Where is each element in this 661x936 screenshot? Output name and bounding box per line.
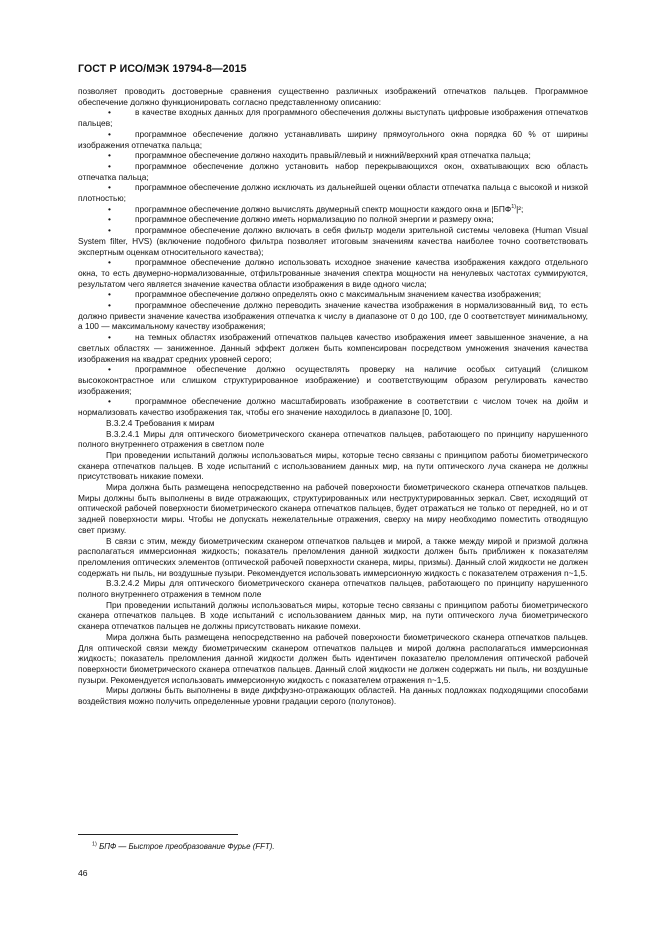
- bullet-item: [78, 107, 588, 128]
- paragraph: [78, 86, 588, 107]
- paragraph-text: Мира должна быть размещена непосредственно на рабочей поверхности биометрического сканера отпечатков пальцев. Миры должны быть выполнены в виде отражающих, структурированных или неструктурированных зеркал. Свет, исходящий от оптической рабочей поверхности биометрического сканера отпечатков пальцев, будет отражаться не только от передней, но и от задней поверхности миры. Чтобы не допускать нежелательные отражения, сверху на миру необходимо поместить отводящую свет призму.: [78, 482, 588, 535]
- paragraph-text: программное обеспечение должно установить набор перекрывающихся окон, охватывающих всю область отпечатка пальца;: [78, 160, 588, 182]
- paragraph-text: программное обеспечение должно определять окно с максимальным значением качества изображения;: [135, 289, 542, 300]
- paragraph-text: Мира должна быть размещена непосредственно на рабочей поверхности биометрического сканера отпечатков пальцев. Для оптической связи между биометрическим сканером отпечатков пальцев и мирой должна располагаться иммерсионная жидкость; показатель преломления данной жидкости должен быть идентичен показателю преломления оптической рабочей поверхности биометрического сканера отпечатков пальцев. Данный слой жидкости не должен содержать ни пыль, ни воздушные пузыри. Рекомендуется использовать иммерсионную жидкость с показателем отражения n~1,5.: [78, 631, 588, 685]
- bullet-icon: •: [108, 257, 111, 268]
- page-number: 46: [78, 868, 88, 878]
- paragraph-text: В.3.2.4.2 Миры для оптического биометрического сканера отпечатков пальцев, работающего по принципу нарушенного полного внутреннего отражения в темном поле: [78, 578, 588, 600]
- paragraph-text: программное обеспечение должно иметь нормализацию по полной энергии и размеру окна;: [135, 214, 494, 225]
- bullet-item: [78, 225, 588, 257]
- bullet-item: [78, 364, 588, 396]
- bullet-item: [78, 150, 588, 161]
- bullet-item: [78, 214, 588, 225]
- bullet-icon: •: [108, 150, 111, 161]
- paragraph-text: программное обеспечение должно включать в себя фильтр модели зрительной системы человека (Human Visual System filter, HVS) (включение подобного фильтра позволяет итоговым значениям качества наиболее точно соответствовать экспертным оценкам относительного качества);: [78, 225, 588, 257]
- bullet-icon: •: [108, 203, 111, 214]
- document-body: [78, 86, 588, 707]
- footnote-text: БПФ — Быстрое преобразование Фурье (FFT).: [99, 842, 275, 851]
- bullet-icon: •: [108, 364, 111, 375]
- paragraph-text: программное обеспечение должно исключать из дальнейшей оценки области отпечатка пальца с высокой и низкой плотностью;: [78, 182, 588, 204]
- bullet-item: [78, 182, 588, 203]
- bullet-icon: •: [108, 128, 111, 139]
- bullet-icon: •: [108, 107, 111, 118]
- footnote-reference: 1): [511, 203, 517, 210]
- paragraph: [78, 685, 588, 706]
- bullet-item: [78, 161, 588, 182]
- paragraph-text: в качестве входных данных для программного обеспечения должны выступать цифровые изображения отпечатков пальцев;: [78, 107, 588, 129]
- bullet-item: [78, 300, 588, 332]
- bullet-icon: •: [108, 225, 111, 236]
- paragraph-text-tail: |²;: [516, 203, 524, 214]
- paragraph-text: В.3.2.4 Требования к мирам: [106, 417, 215, 428]
- paragraph-text: программное обеспечение должно масштабировать изображение в соответствии с числом точек на дюйм и нормализовать качество изображения так, чтобы его значение находилось в диапазоне [0, 100].: [78, 396, 588, 418]
- paragraph-text: программное обеспечение должно переводить значение качества изображения в нормализованный вид, то есть должно привести значение качества изображения отпечатка к числу в диапазоне от 0 до 100, где 0 соответствует минимальному, а 100 — максимальному качеству изображения;: [78, 300, 588, 332]
- paragraph-text: При проведении испытаний должны использоваться миры, которые тесно связаны с принципом работы биометрического сканера отпечатков пальцев. В ходе испытаний с использованием данных мир, на пути оптического луча сканера не должны присутствовать никакие помехи.: [78, 449, 588, 482]
- bullet-icon: •: [108, 396, 111, 407]
- paragraph: [78, 536, 588, 579]
- paragraph-text: При проведении испытаний должны использоваться миры, которые тесно связаны с принципом работы биометрического сканера отпечатков пальцев. В ходе испытаний с использованием данных мир, на пути оптического луча биометрического сканера отпечатков пальцев не должны присутствовать никакие помехи.: [78, 599, 588, 632]
- paragraph-text: В.3.2.4.1 Миры для оптического биометрического сканера отпечатков пальцев, работающего по принципу нарушенного полного внутреннего отражения в светлом поле: [78, 428, 588, 450]
- paragraph-text: программное обеспечение должно находить правый/левый и нижний/верхний края отпечатка пальца;: [135, 150, 531, 161]
- paragraph: [78, 600, 588, 632]
- paragraph-text: В связи с этим, между биометрическим сканером отпечатков пальцев и мирой, а также между мирой и призмой должна располагаться иммерсионная жидкость; показатель преломления данной жидкости должен быть приближен к показателям преломления оптических элементов (оптической рабочей поверхности сканера, миры, призмы). Данный слой жидкости не должен содержать ни пыль, ни воздушные пузыри. Рекомендуется использовать иммерсионную жидкость с показателем отражения n~1,5.: [78, 535, 588, 578]
- paragraph-text: программное обеспечение должно использовать исходное значение качества изображения каждого отдельного окна, то есть двумерно-нормализованные, отфильтрованные значения спектра мощности на ненулевых частотах суммируются, результатом чего является значение качества области изображения в виде одного числа;: [78, 257, 588, 289]
- bullet-item: [78, 332, 588, 364]
- paragraph: [78, 632, 588, 686]
- paragraph-text: программное обеспечение должно устанавливать ширину прямоугольного окна порядка 60 % от ширины изображения отпечатка пальца;: [78, 128, 588, 150]
- footnote-divider: [78, 834, 238, 835]
- bullet-item: [78, 257, 588, 289]
- paragraph-text: Миры должны быть выполнены в виде диффузно-отражающих областей. На данных подложках подходящими способами воздействия можно получить определенные уровни градации серого (полутонов).: [78, 685, 588, 707]
- paragraph-text: программное обеспечение должно вычислять двумерный спектр мощности каждого окна и |БПФ: [135, 203, 512, 214]
- paragraph: [78, 450, 588, 482]
- footnote: [92, 842, 275, 851]
- paragraph: [78, 482, 588, 536]
- document-header: ГОСТ Р ИСО/МЭК 19794-8—2015: [78, 63, 247, 75]
- bullet-icon: •: [108, 300, 111, 311]
- paragraph: [78, 429, 588, 450]
- bullet-icon: •: [108, 182, 111, 193]
- bullet-item: [78, 129, 588, 150]
- footnote-marker: 1): [92, 841, 97, 848]
- paragraph-text: на темных областях изображений отпечатков пальцев качество изображения имеет завышенное значение, а на светлых областях — заниженное. Данный эффект должен быть компенсирован посредством умножения значения качества изображения на квадрат средних уровней серого;: [78, 332, 588, 364]
- bullet-icon: •: [108, 160, 111, 171]
- paragraph-text: позволяет проводить достоверные сравнения существенно различных изображений отпечатков пальцев. Программное обеспечение должно функционировать согласно представленному описанию:: [78, 86, 588, 107]
- paragraph-text: программное обеспечение должно осуществлять проверку на наличие особых ситуаций (слишком высококонтрастное или слишком структурированное изображение) и соответствующим образом регулировать качество изображения;: [78, 364, 588, 396]
- bullet-item: [78, 396, 588, 417]
- bullet-icon: •: [108, 332, 111, 343]
- bullet-icon: •: [108, 289, 111, 300]
- bullet-icon: •: [108, 214, 111, 225]
- bullet-item: [78, 204, 588, 215]
- paragraph: [78, 418, 588, 429]
- paragraph: [78, 578, 588, 599]
- bullet-item: [78, 289, 588, 300]
